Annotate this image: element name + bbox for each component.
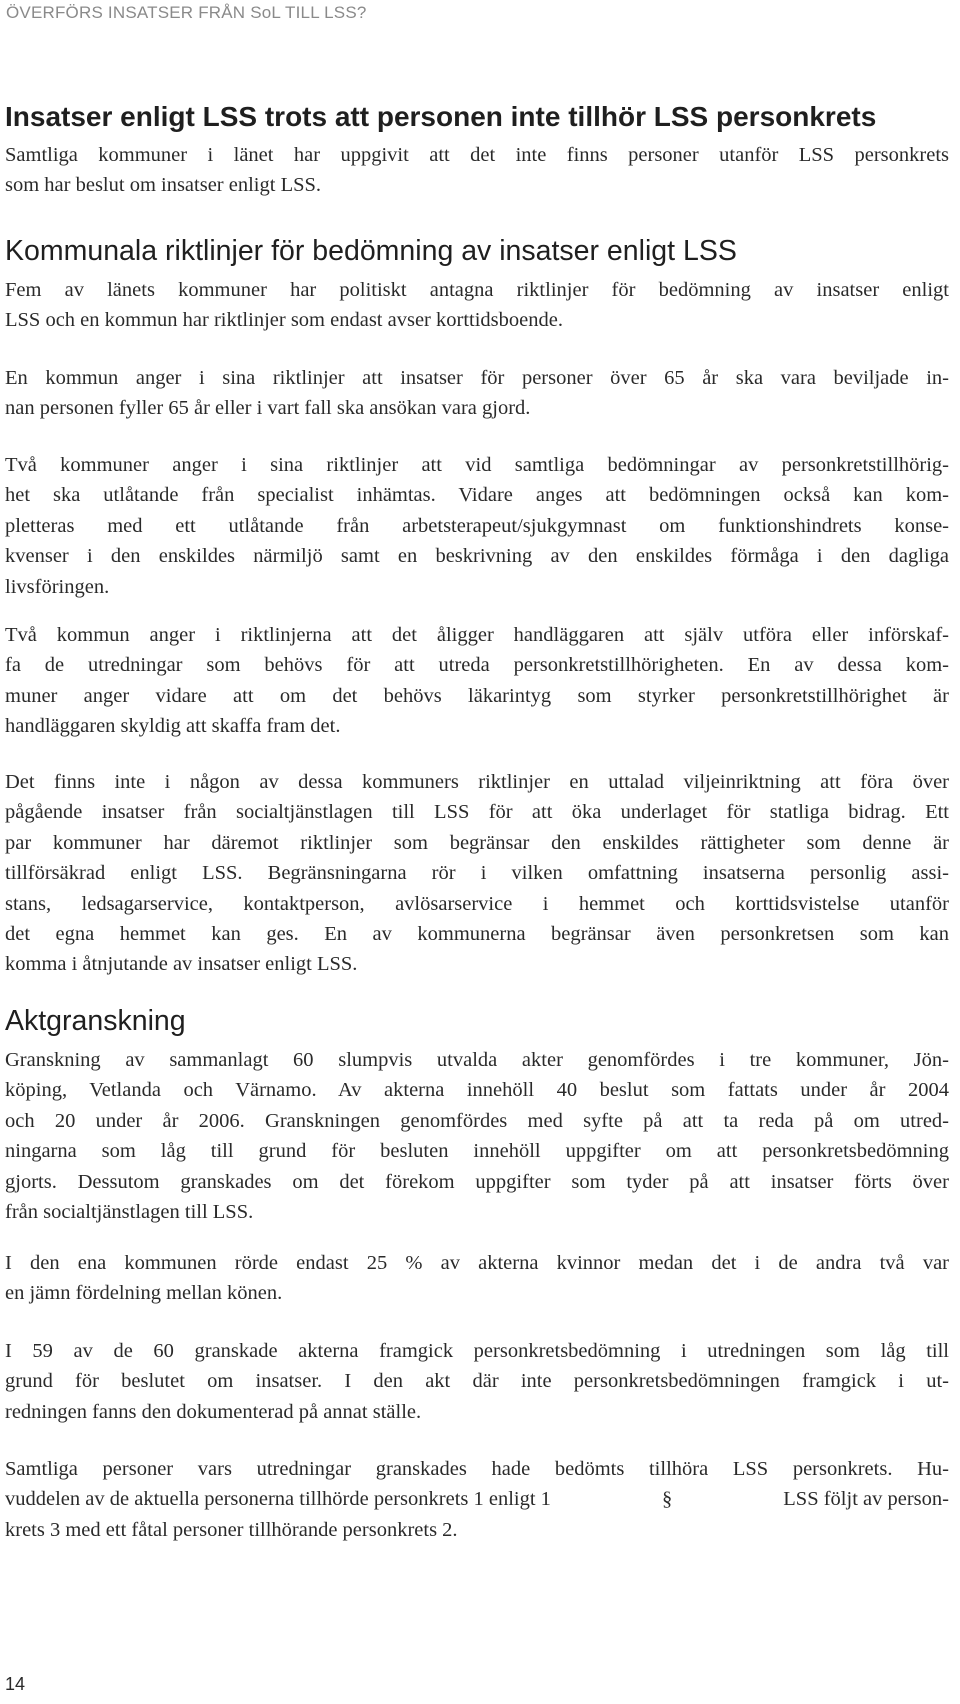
paragraph-riktlinjer-5	[5, 767, 949, 980]
text-line: redningen fanns den dokumenterad på annat ställe.	[5, 1400, 422, 1423]
text-line: par kommuner har däremot riktlinjer som begränsar den enskildes rättigheter som denne är	[5, 831, 949, 854]
section-sign: §	[661, 1488, 673, 1511]
paragraph-riktlinjer-2	[5, 363, 949, 424]
text-line: fa de utredningar som behövs för att utreda personkretstillhörigheten. En av dessa kom-	[5, 654, 949, 677]
text-line: En kommun anger i sina riktlinjer att insatser för personer över 65 år ska vara beviljade in-	[5, 367, 949, 389]
text-line: Granskning av sammanlagt 60 slumpvis utvalda akter genomfördes i tre kommuner, Jön-	[5, 1049, 949, 1071]
text-line: het ska utlåtande från specialist inhämtas. Vidare anges att bedömningen också kan kom-	[5, 484, 949, 507]
text-line: Fem av länets kommuner har politiskt antagna riktlinjer för bedömning av insatser enligt	[5, 279, 949, 301]
text-line: tillförsäkrad enligt LSS. Begränsningarna rör i vilken omfattning insatserna personlig assi-	[5, 862, 949, 885]
text-line: pletteras med ett utlåtande från arbetsterapeut/sjukgymnast om funktionshindrets konse-	[5, 514, 949, 537]
section-heading-riktlinjer: Kommunala riktlinjer för bedömning av insatser enligt LSS	[5, 235, 737, 267]
paragraph-aktgranskning-2	[5, 1248, 949, 1309]
section-heading-aktgranskning: Aktgranskning	[5, 1005, 186, 1037]
paragraph-riktlinjer-4	[5, 620, 949, 742]
text-line: Samtliga kommuner i länet har uppgivit att det inte finns personer utanför LSS personkrets	[5, 144, 949, 166]
text-line: köping, Vetlanda och Värnamo. Av akterna innehöll 40 beslut som fattats under år 2004	[5, 1079, 949, 1102]
text-line: Två kommuner anger i sina riktlinjer att vid samtliga bedömningar av personkretstillhörig-	[5, 454, 949, 476]
paragraph-lss-personkrets	[5, 140, 949, 201]
running-header: ÖVERFÖRS INSATSER FRÅN SoL TILL LSS?	[6, 3, 367, 22]
text-segment: LSS följt av person-	[783, 1488, 949, 1511]
text-line: LSS och en kommun har riktlinjer som endast avser korttidsboende.	[5, 309, 563, 332]
text-line: Samtliga personer vars utredningar granskades hade bedömts tillhöra LSS personkrets. Hu-	[5, 1458, 949, 1480]
text-line: pågående insatser från socialtjänstlagen till LSS för att öka underlaget för statliga bidrag. Ett	[5, 801, 949, 824]
text-line: gjorts. Dessutom granskades om det förekom uppgifter som tyder på att insatser förts över	[5, 1170, 949, 1193]
text-line: grund för beslutet om insatser. I den akt där inte personkretsbedömningen framgick i ut-	[5, 1370, 949, 1393]
text-line: kvenser i den enskildes närmiljö samt en beskrivning av den enskildes förmåga i den dagliga	[5, 545, 949, 568]
text-line: muner anger vidare att om det behövs läkarintyg som styrker personkretstillhörighet är	[5, 684, 949, 707]
text-segment: vuddelen av de aktuella personerna tillhörde personkrets 1 enligt 1	[5, 1488, 551, 1511]
paragraph-aktgranskning-4	[5, 1454, 949, 1545]
text-line: krets 3 med ett fåtal personer tillhörande personkrets 2.	[5, 1518, 458, 1541]
section-heading-lss-personkrets: Insatser enligt LSS trots att personen inte tillhör LSS personkrets	[5, 101, 877, 132]
text-line: I den ena kommunen rörde endast 25 % av akterna kvinnor medan det i de andra två var	[5, 1252, 949, 1274]
text-line: en jämn fördelning mellan könen.	[5, 1282, 283, 1305]
text-line: nan personen fyller 65 år eller i vart fall ska ansökan vara gjord.	[5, 397, 531, 420]
text-line: livsföringen.	[5, 575, 110, 598]
page-number: 14	[5, 1674, 26, 1694]
paragraph-riktlinjer-1	[5, 275, 949, 336]
text-line: från socialtjänstlagen till LSS.	[5, 1201, 254, 1224]
text-line	[5, 1484, 949, 1514]
text-line: stans, ledsagarservice, kontaktperson, avlösarservice i hemmet och korttidsvistelse utanför	[5, 892, 949, 915]
text-line: handläggaren skyldig att skaffa fram det.	[5, 715, 341, 738]
paragraph-riktlinjer-3	[5, 450, 949, 602]
paragraph-aktgranskning-1	[5, 1045, 949, 1227]
text-line: I 59 av de 60 granskade akterna framgick personkretsbedömning i utredningen som låg till	[5, 1340, 949, 1362]
text-line: ningarna som låg till grund för besluten innehöll uppgifter om att personkretsbedömning	[5, 1140, 949, 1163]
paragraph-aktgranskning-3	[5, 1336, 949, 1427]
text-line: Det finns inte i någon av dessa kommuners riktlinjer en uttalad viljeinriktning att föra över	[5, 771, 949, 793]
text-line: det egna hemmet kan ges. En av kommunerna begränsar även personkretsen som kan	[5, 923, 949, 946]
text-line: komma i åtnjutande av insatser enligt LSS.	[5, 953, 358, 976]
text-line: Två kommun anger i riktlinjerna att det åligger handläggaren att själv utföra eller införskaf-	[5, 624, 949, 646]
text-line: och 20 under år 2006. Granskningen genomfördes med syfte på att ta reda på om utred-	[5, 1109, 949, 1132]
text-line: som har beslut om insatser enligt LSS.	[5, 174, 322, 197]
